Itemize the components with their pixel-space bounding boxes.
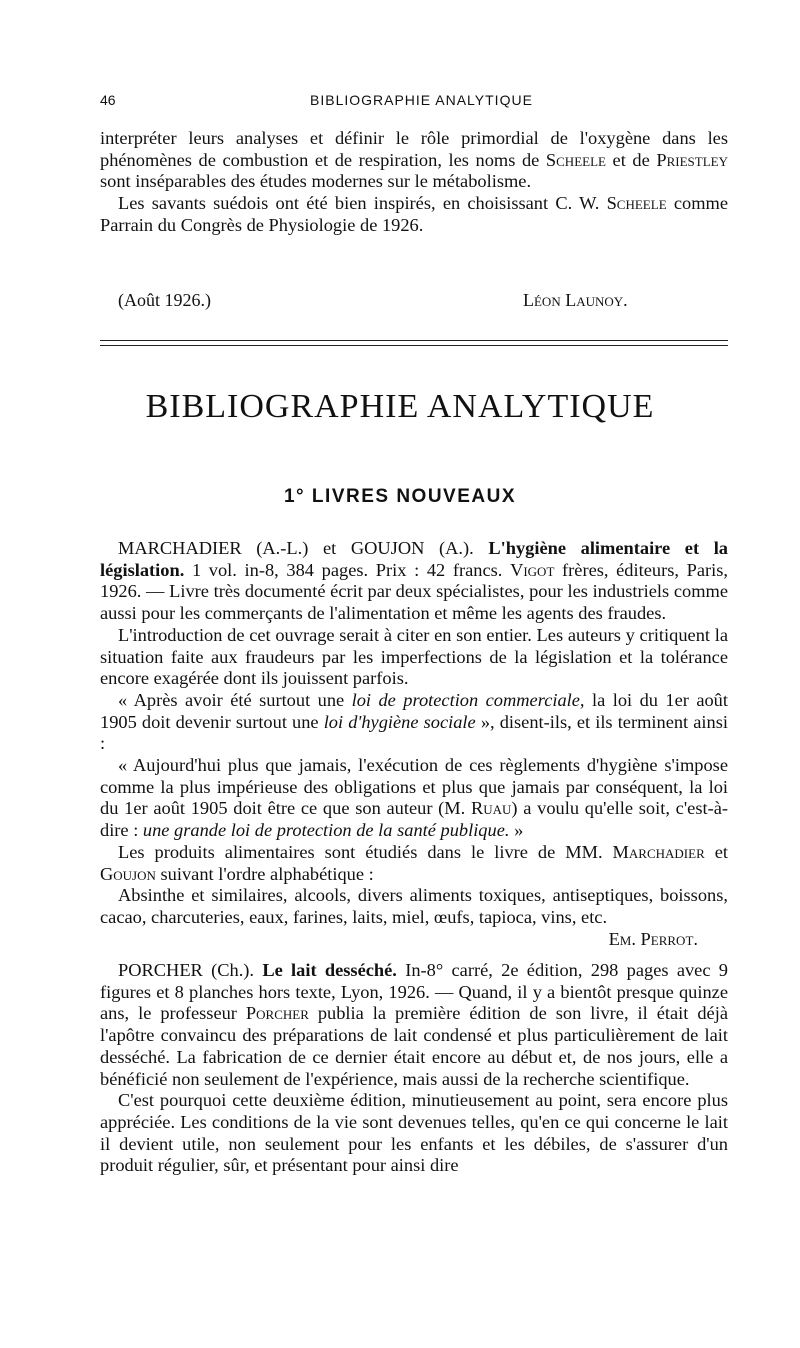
- review1-paragraph-3: « Après avoir été surtout une loi de protection commerciale, la loi du 1er août 1905 doit devenir surtout une loi d'hygiène sociale », disent-ils, et ils terminent ainsi :: [100, 689, 729, 754]
- review1-product-list: Absinthe et similaires, alcools, divers aliments toxiques, antiseptiques, boissons, cacao, charcuteries, eaux, farines, laits, miel, œufs, tapioca, vins, etc.: [100, 885, 728, 927]
- review1-citation: MARCHADIER (A.-L.) et GOUJON (A.). L'hygiène alimentaire et la législation. 1 vol. in-8, 384 pages. Prix : 42 francs. Vigot frères, éditeurs, Paris, 1926. — Livre très documenté écrit par deux spécialistes, pour les industriels comme aussi pour les commerçants de l'alimentation et même les agents des fraudes.: [100, 538, 729, 624]
- running-header: [100, 92, 730, 114]
- divider-rule-top: [100, 340, 728, 341]
- review1-paragraph-2: L'introduction de cet ouvrage serait à citer en son entier. Les auteurs y critiquent la situation faite aux fraudeurs par les imperfections de la législation et la tolérance encore exagérée dont ils jouissent parfois.: [100, 624, 728, 689]
- review1-signature: Em. Perrot.: [608, 928, 698, 949]
- divider-rule-bottom: [100, 345, 728, 346]
- previous-article-signature: Léon Launoy.: [523, 290, 628, 310]
- name-scheele: Scheele: [545, 149, 606, 170]
- previous-paragraph-2: Les savants suédois ont été bien inspirés, en choisissant C. W. Scheele comme Parrain du Congrès de Physiologie de 1926.: [100, 193, 728, 235]
- review1-book-title: L'hygiène alimentaire et la législation.: [100, 538, 729, 580]
- running-title: BIBLIOGRAPHIE ANALYTIQUE: [310, 92, 533, 108]
- previous-article-text: [100, 128, 728, 237]
- review-porcher: [100, 960, 728, 1177]
- section-heading: 1° LIVRES NOUVEAUX: [283, 486, 517, 507]
- review1-paragraph-5: Les produits alimentaires sont étudiés dans le livre de MM. Marchadier et Goujon suivant l'ordre alphabétique :: [100, 841, 728, 884]
- previous-article-date: (Août 1926.): [118, 290, 211, 310]
- review2-citation: PORCHER (Ch.). Le lait desséché. In-8° carré, 2e édition, 298 pages avec 9 figures et 8 planches hors texte, Lyon, 1926. — Quand, il y a bientôt presque quinze ans, le professeur Porcher publia la première édition de son livre, il était déjà l'apôtre convaincu des préparations de lait condensé et plus particulièrement de lait desséché. La fabrication de ce dernier était encore au début et, de nos jours, elle a bénéficié non seulement de l'expérience, mais aussi de la recherche scientifique.: [100, 960, 728, 1089]
- review2-book-title: Le lait desséché.: [262, 960, 397, 980]
- page-number: 46: [100, 92, 116, 108]
- name-priestley: Priestley: [656, 149, 728, 170]
- review1-quote: « Aujourd'hui plus que jamais, l'exécution de ces règlements d'hygiène s'impose comme la plus impérieuse des obligations et plus que jamais par conséquent, la loi du 1er août 1905 doit être ce que son auteur (M. Ruau) a voulu qu'elle soit, c'est-à-dire : une grande loi de protection de la santé publique. »: [100, 755, 728, 841]
- review-marchadier: [100, 538, 728, 950]
- previous-paragraph-1: interpréter leurs analyses et définir le rôle primordial de l'oxygène dans les phénomènes de combustion et de respiration, les noms de Scheele et de Priestley sont inséparables des études modernes sur le métabolisme.: [100, 128, 728, 192]
- review2-paragraph-2: C'est pourquoi cette deuxième édition, minutieusement au point, sera encore plus appréciée. Les conditions de la vie sont devenues telles, qu'en ce qui concerne le lait il devient utile, non seulement pour les enfants et les débiles, de s'assurer d'un produit régulier, sûr, et présentant pour ainsi dire: [100, 1090, 728, 1176]
- main-title: BIBLIOGRAPHIE ANALYTIQUE: [145, 388, 655, 425]
